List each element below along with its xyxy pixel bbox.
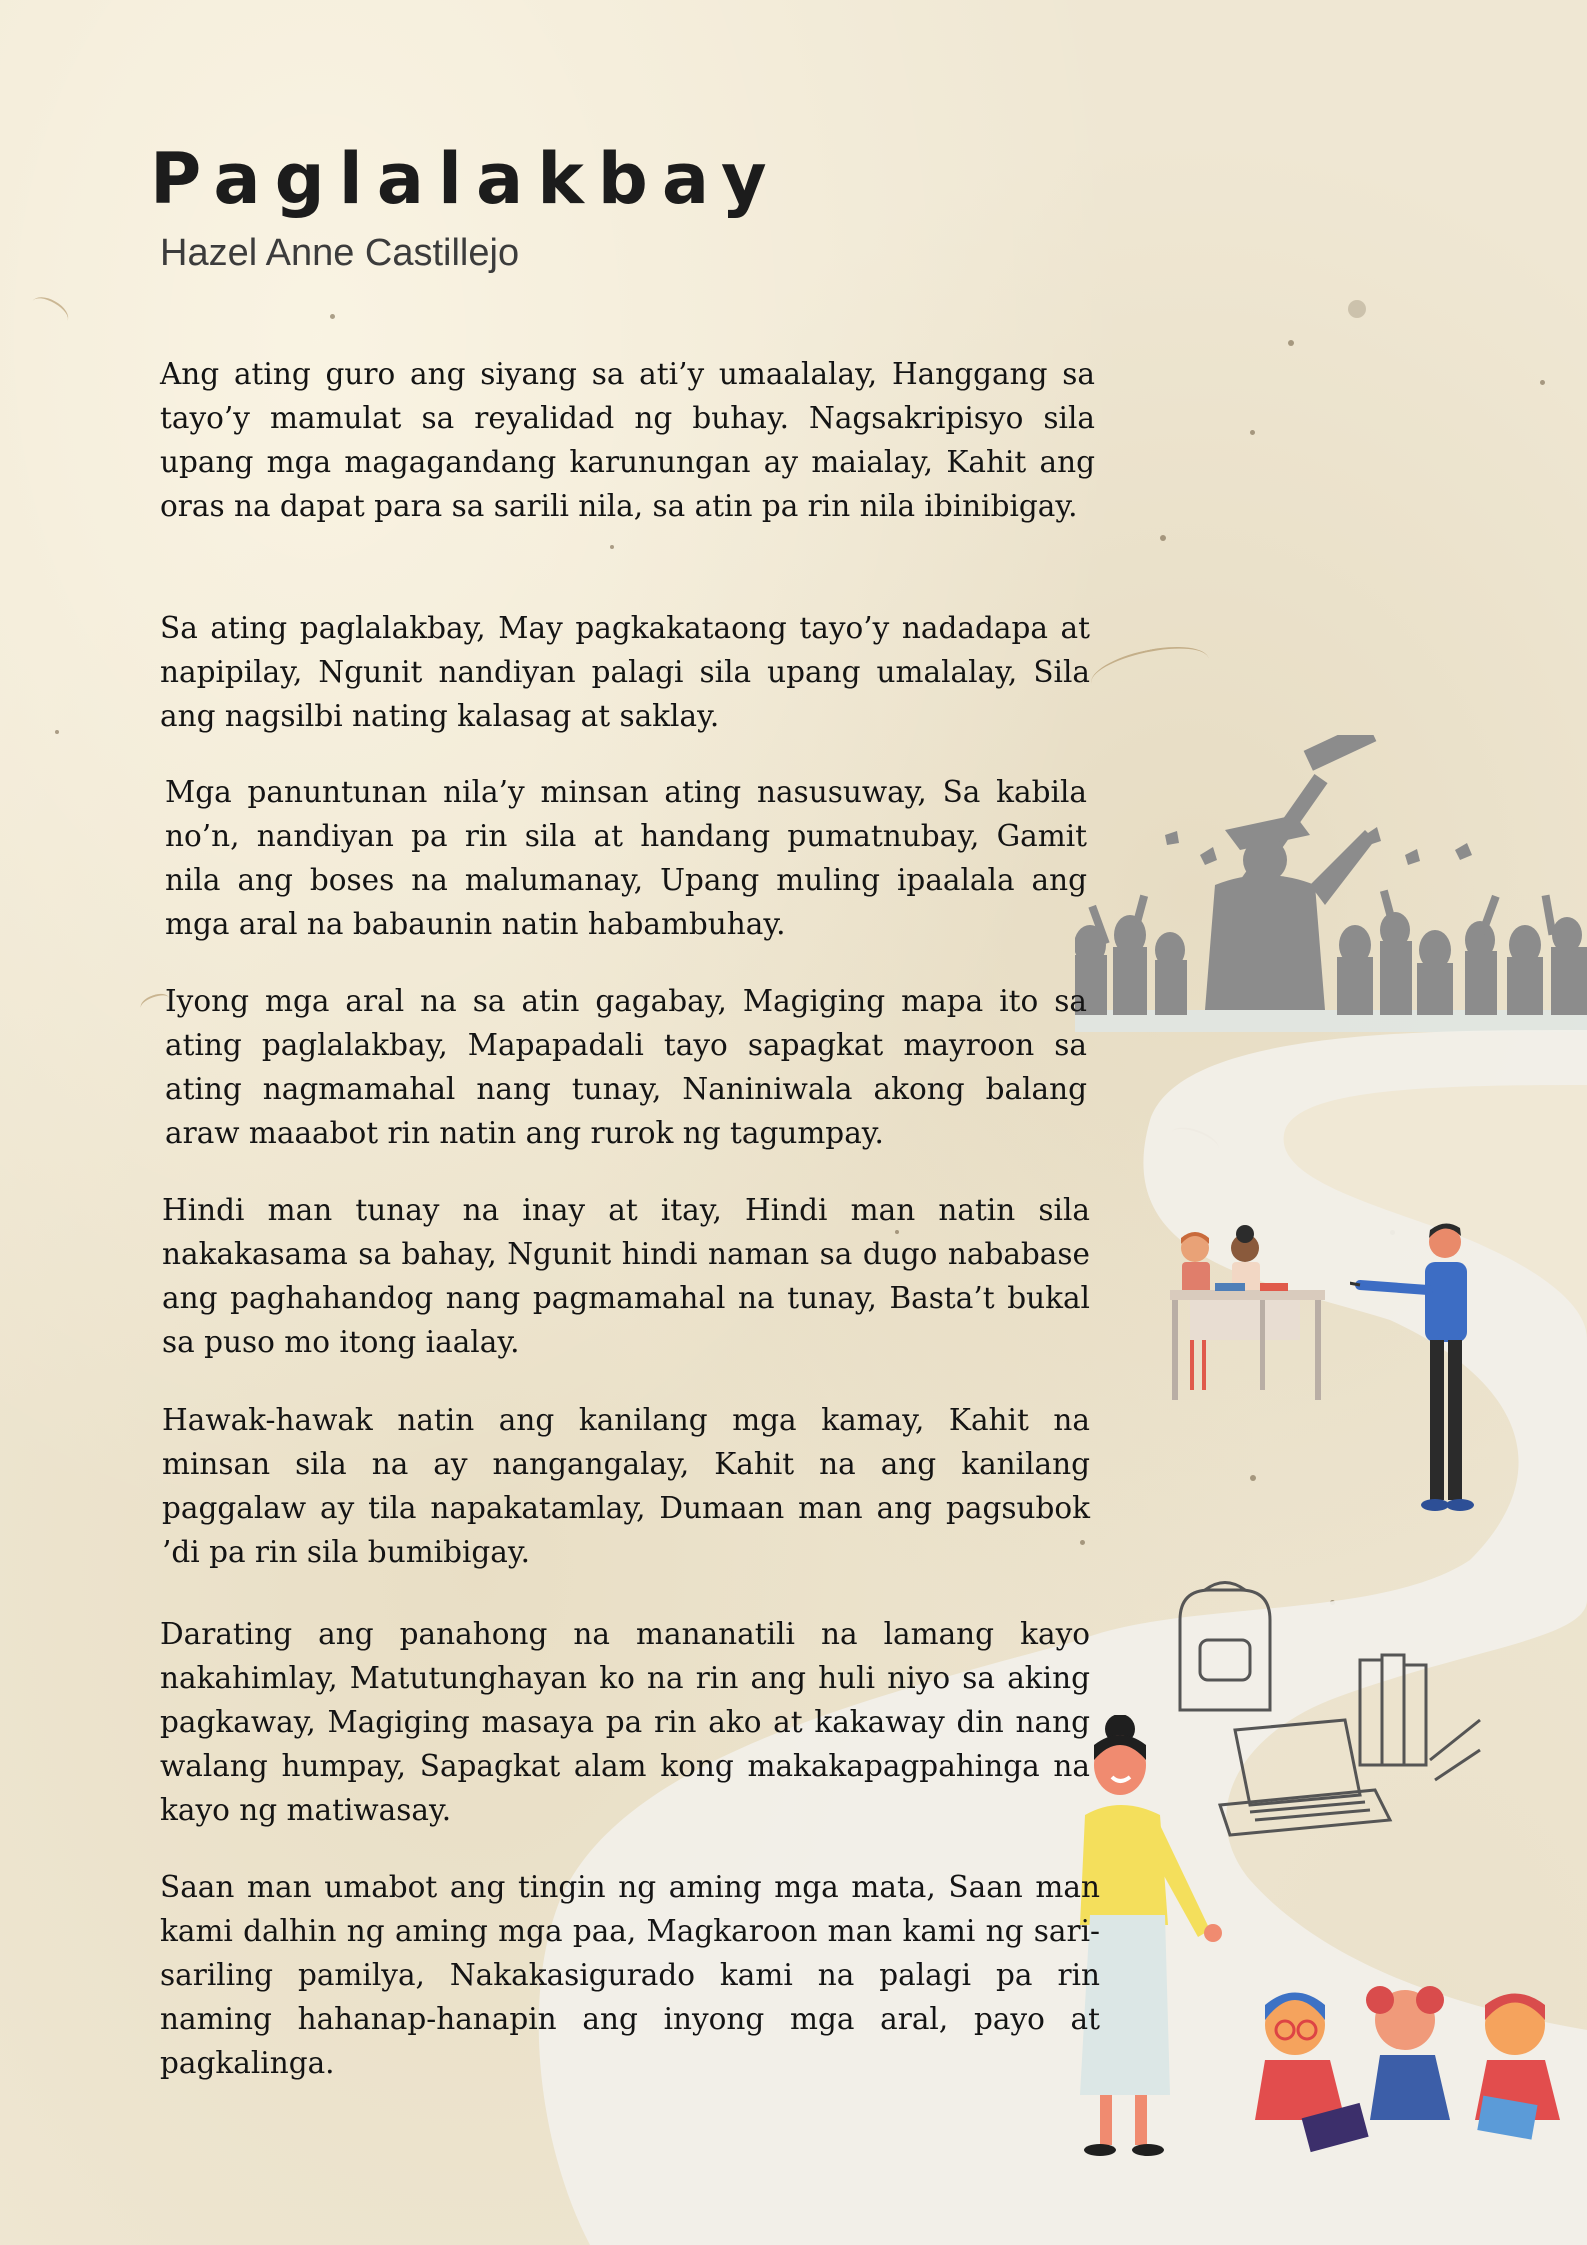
poem-stanza-6: Hawak-hawak natin ang kanilang mga kamay, Kahit na minsan sila na ay nangangalay, Kahit na ang kanilang paggalaw ay tila napakatamlay, Dumaan man ang pagsubok ’di pa rin sila bumibigay.: [162, 1403, 1090, 1569]
poem-author: Hazel Anne Castillejo: [160, 232, 520, 274]
children-reading-illustration: [1235, 1970, 1575, 2160]
graduation-silhouette: [1075, 735, 1587, 1015]
poem-stanza-8: Saan man umabot ang tingin ng aming mga mata, Saan man kami dalhin ng aming mga paa, Magkaroon man kami ng sari-sariling pamilya, Nakakasigurado kami na palagi pa rin naming hahanap-hanapin ang inyong mga aral, payo at pagkalinga.: [160, 1870, 1100, 2080]
poem-stanza-7: Darating ang panahong na mananatili na lamang kayo nakahimlay, Matutunghayan ko na rin ang huli niyo sa aking pagkaway, Magiging masaya pa rin ako at kakaway din nang walang humpay, Sapagkat alam kong makakapagpahinga na kayo ng matiwasay.: [160, 1617, 1090, 1827]
teacher-pointing-illustration: [1350, 1220, 1490, 1520]
poem-stanza-5: Hindi man tunay na inay at itay, Hindi man natin sila nakakasama sa bahay, Ngunit hindi naman sa dugo nababase ang paghahandog nang pagmamahal na tunay, Basta’t bukal sa puso mo itong iaalay.: [162, 1193, 1090, 1359]
poem-title: Paglalakbay: [150, 138, 781, 220]
poem-stanza-3: Mga panuntunan nila’y minsan ating nasusuway, Sa kabila no’n, nandiyan pa rin sila at handang pumatnubay, Gamit nila ang boses na malumanay, Upang muling ipaalala ang mga aral na babaunin natin habambuhay.: [165, 775, 1087, 941]
poem-stanza-2: Sa ating paglalakbay, May pagkakataong tayo’y nadadapa at napipilay, Ngunit nandiyan palagi sila upang umalalay, Sila ang nagsilbi nating kalasag at saklay.: [160, 611, 1090, 733]
poem-stanza-4: Iyong mga aral na sa atin gagabay, Magiging mapa ito sa ating paglalakbay, Mapapadali tayo sapagkat mayroon sa ating nagmamahal nang tunay, Naniniwala akong balang araw maaabot rin natin ang rurok ng tagumpay.: [165, 984, 1087, 1150]
poem-stanza-1: Ang ating guro ang siyang sa ati’y umaalalay, Hanggang sa tayo’y mamulat sa reyalidad ng buhay. Nagsakripisyo sila upang mga magagandang karunungan ay maialay, Kahit ang oras na dapat para sa sarili nila, sa atin pa rin nila ibinibigay.: [160, 357, 1095, 523]
students-at-desk-illustration: [1160, 1220, 1340, 1400]
